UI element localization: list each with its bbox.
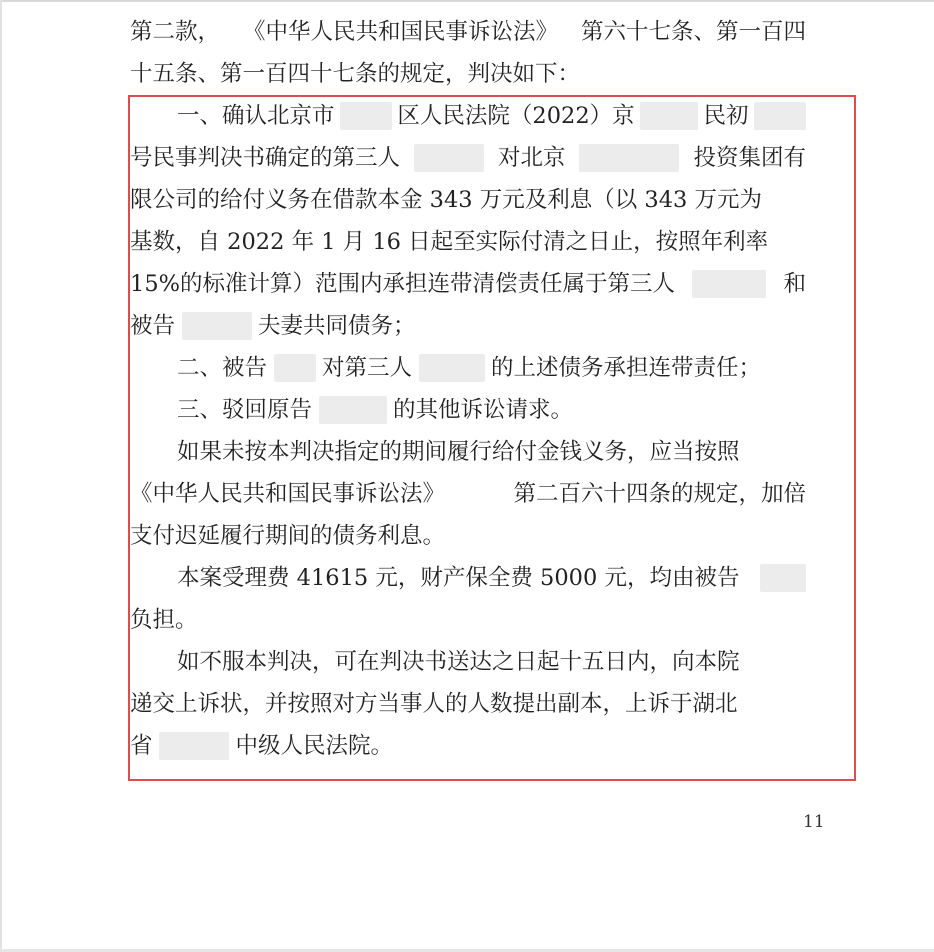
document-line: 《中华人民共和国民事诉讼法》 第二百六十四条的规定，加倍: [130, 481, 806, 507]
redaction-block: [754, 102, 806, 130]
page-edge: [0, 0, 934, 2]
redaction-block: [274, 354, 316, 382]
redaction-block: [319, 396, 387, 424]
document-line: 支付迟延履行期间的债务利息。: [130, 523, 446, 549]
redaction-block: [692, 270, 766, 298]
document-line: 限公司的给付义务在借款本金 343 万元及利息（以 343 万元为: [130, 187, 763, 213]
document-line: 本案受理费 41615 元，财产保全费 5000 元，均由被告: [177, 563, 806, 593]
document-line: 第二款， 《中华人民共和国民事诉讼法》 第六十七条、第一百四: [130, 19, 806, 45]
document-line: 二、被告 对第三人 的上述债务承担连带责任；: [177, 355, 762, 381]
document-line: 省 中级人民法院。: [130, 733, 394, 759]
document-line: 负担。: [130, 607, 198, 633]
redaction-block: [419, 354, 485, 382]
redaction-block: [414, 144, 484, 172]
document-line: 如果未按本判决指定的期间履行给付金钱义务，应当按照: [177, 439, 740, 465]
document-line: 被告 夫妻共同债务；: [130, 313, 416, 339]
document-line: 递交上诉状，并按照对方当事人的人数提出副本，上诉于湖北: [130, 691, 738, 717]
redaction-block: [760, 564, 806, 592]
document-line: 十五条、第一百四十七条的规定，判决如下：: [130, 61, 581, 87]
document-line: 如不服本判决，可在判决书送达之日起十五日内，向本院: [177, 649, 740, 675]
document-line: 基数，自 2022 年 1 月 16 日起至实际付清之日止，按照年利率: [130, 229, 769, 255]
redaction-block: [182, 312, 252, 340]
document-line: 号民事判决书确定的第三人 对北京 投资集团有: [130, 145, 806, 171]
page-edge: [0, 0, 2, 952]
redaction-block: [640, 102, 698, 130]
redaction-block: [340, 102, 392, 130]
page-number: 11: [803, 812, 825, 832]
document-line: 一、确认北京市 区人民法院（2022）京 民初: [130, 101, 806, 131]
document-line: 15%的标准计算）范围内承担连带清偿责任属于第三人 和: [130, 271, 806, 297]
document-line: 三、驳回原告 的其他诉讼请求。: [177, 397, 574, 423]
redaction-block: [159, 732, 229, 760]
redaction-block: [579, 144, 679, 172]
